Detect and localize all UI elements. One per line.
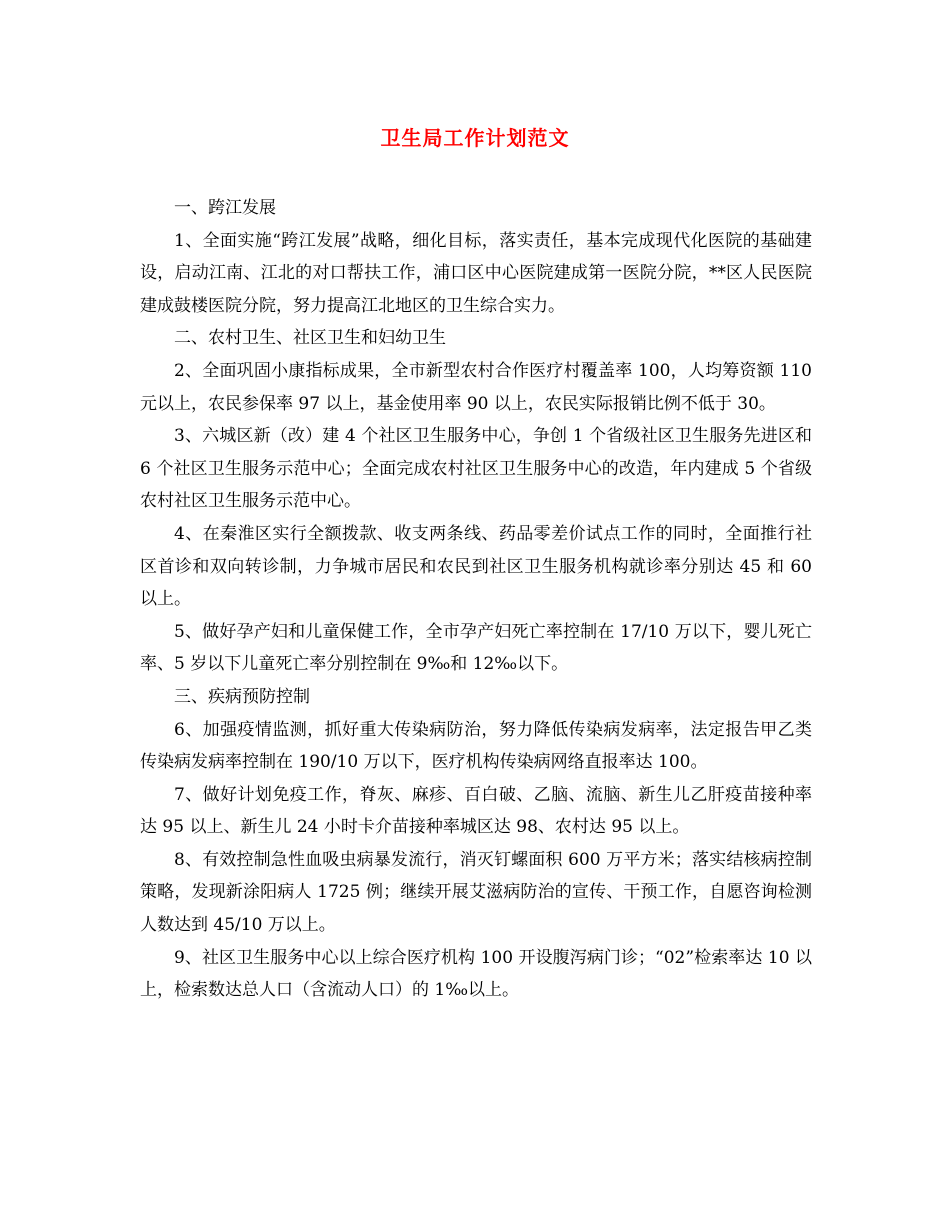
- document-title: 卫生局工作计划范文: [380, 126, 570, 150]
- paragraph: 6、加强疫情监测，抓好重大传染病防治，努力降低传染病发病率，法定报告甲乙类传染病发病率控制在 190/10 万以下，医疗机构传染病网络直报率达 100。: [140, 719, 812, 773]
- section-heading: 一、跨江发展: [174, 198, 276, 218]
- document-body: [140, 192, 812, 1007]
- paragraph: 9、社区卫生服务中心以上综合医疗机构 100 开设腹泻病门诊；“02”检索率达 10 以上，检索数达总人口（含流动人口）的 1‰以上。: [140, 947, 812, 1001]
- paragraph: 4、在秦淮区实行全额拨款、收支两条线、药品零差价试点工作的同时，全面推行社区首诊和双向转诊制，力争城市居民和农民到社区卫生服务机构就诊率分别达 45 和 60 以上。: [140, 523, 812, 610]
- paragraph: 7、做好计划免疫工作，脊灰、麻疹、百白破、乙脑、流脑、新生儿乙肝疫苗接种率达 95 以上、新生儿 24 小时卡介苗接种率城区达 98、农村达 95 以上。: [140, 784, 812, 838]
- paragraph: 3、六城区新（改）建 4 个社区卫生服务中心，争创 1 个省级社区卫生服务先进区和 6 个社区卫生服务示范中心；全面完成农村社区卫生服务中心的改造，年内建成 5 个省级农村社区卫生服务示范中心。: [140, 426, 812, 512]
- section-heading: 三、疾病预防控制: [174, 686, 310, 707]
- paragraph: 5、做好孕产妇和儿童保健工作，全市孕产妇死亡率控制在 17/10 万以下，婴儿死亡率、5 岁以下儿童死亡率分别控制在 9‰和 12‰以下。: [140, 621, 812, 675]
- paragraph: 8、有效控制急性血吸虫病暴发流行，消灭钉螺面积 600 万平方米；落实结核病控制策略，发现新涂阳病人 1725 例；继续开展艾滋病防治的宣传、干预工作，自愿咨询检测人数达到 45/10 万以上。: [140, 849, 812, 936]
- section-heading: 二、农村卫生、社区卫生和妇幼卫生: [174, 328, 446, 349]
- paragraph: 1、全面实施“跨江发展”战略，细化目标，落实责任，基本完成现代化医院的基础建设，启动江南、江北的对口帮扶工作，浦口区中心医院建成第一医院分院，**区人民医院建成鼓楼医院分院，努力提高江北地区的卫生综合实力。: [140, 230, 812, 316]
- paragraph: 2、全面巩固小康指标成果，全市新型农村合作医疗村覆盖率 100，人均筹资额 110 元以上，农民参保率 97 以上，基金使用率 90 以上，农民实际报销比例不低于 30。: [140, 360, 812, 414]
